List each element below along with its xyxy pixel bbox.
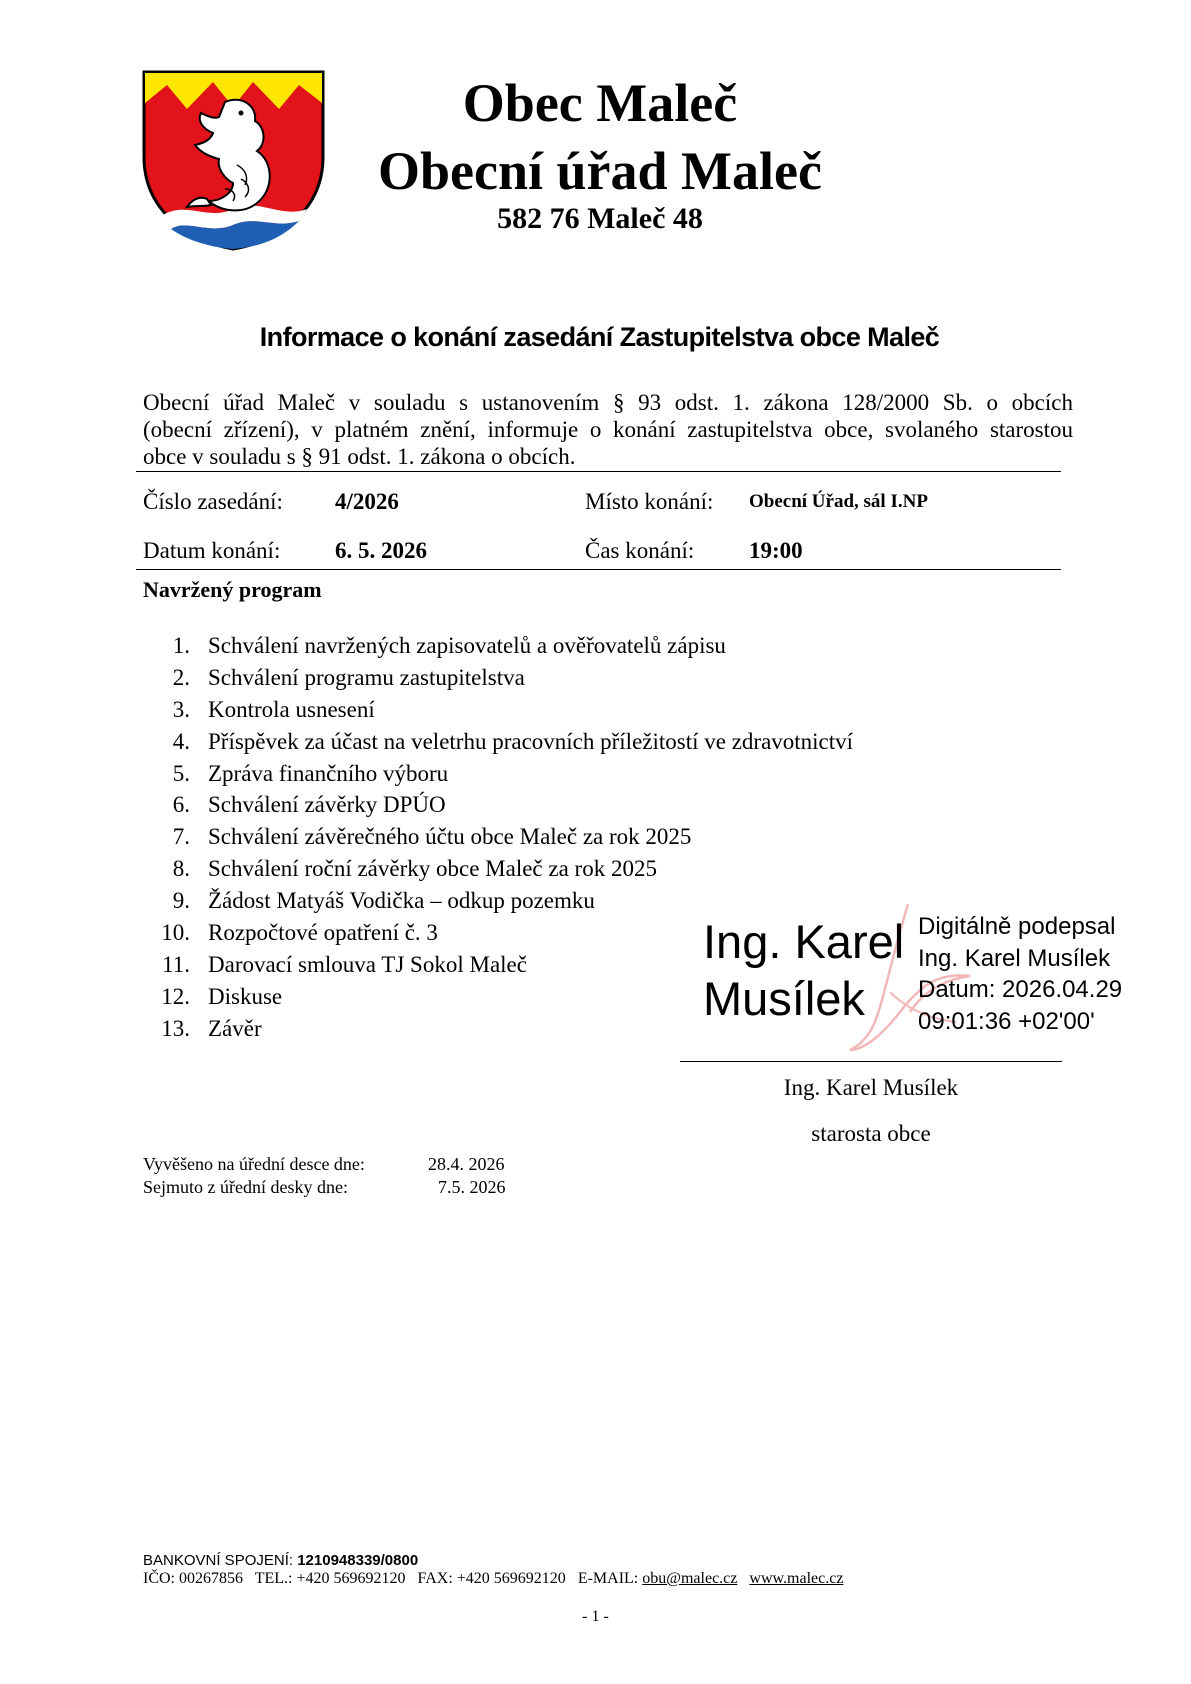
meeting-time-label: Čas konání: [585, 538, 695, 563]
intro-paragraph [143, 389, 1073, 470]
meeting-place-label: Místo konání: [585, 489, 714, 514]
meeting-date-value: 6. 5. 2026 [335, 538, 427, 563]
program-item-number: 13. [161, 1015, 190, 1041]
contact-details [143, 1570, 843, 1588]
meeting-number-value: 4/2026 [335, 489, 399, 514]
program-item-text: Diskuse [208, 983, 283, 1009]
program-item-text: Schválení závěrky DPÚO [208, 792, 446, 818]
bank-label: BANKOVNÍ SPOJENÍ: [143, 1552, 294, 1569]
program-item-text: Schválení roční závěrky obce Maleč za rok 2025 [208, 856, 657, 882]
signature-stamp-name [703, 913, 904, 1027]
program-item-number: 4. [172, 728, 190, 754]
signature-stamp-line: Musílek [703, 972, 865, 1025]
office-name: Obecní úřad Maleč [378, 141, 822, 201]
program-item-text: Schválení navržených zapisovatelů a ověřovatelů zápisu [208, 633, 726, 658]
program-item-text: Schválení programu zastupitelstva [208, 664, 525, 690]
fax: FAX: +420 569692120 [417, 1570, 566, 1587]
program-item-number: 5. [172, 760, 190, 786]
signature-info-line: 09:01:36 +02'00' [918, 1007, 1095, 1035]
signature-info-line: Digitálně podepsal [918, 913, 1116, 940]
program-item-text: Závěr [208, 1015, 262, 1041]
program-item-text: Příspěvek za účast na veletrhu pracovních příležitostí ve zdravotnictví [208, 728, 854, 754]
signature-rule [680, 1061, 1062, 1062]
signer-name: Ing. Karel Musílek [783, 1075, 959, 1100]
signature-info-line: Datum: 2026.04.29 [918, 976, 1123, 1003]
removed-value: 7.5. 2026 [438, 1177, 506, 1197]
program-item-number: 9. [172, 888, 190, 914]
bank-details [143, 1552, 418, 1569]
email-link[interactable]: obu@malec.cz [642, 1570, 738, 1587]
program-item-text: Kontrola usnesení [208, 696, 375, 722]
intro-line: Obecní úřad Maleč v souladu s ustanovením § 93 odst. 1. zákona 128/2000 Sb. o obcích [143, 390, 1073, 415]
program-item-number: 6. [172, 792, 190, 818]
posted-value: 28.4. 2026 [428, 1154, 505, 1174]
program-item-number: 1. [172, 633, 190, 658]
program-item-text: Žádost Matyáš Vodička – odkup pozemku [208, 888, 595, 914]
program-item-number: 8. [172, 856, 190, 882]
email-label: E-MAIL: [577, 1570, 639, 1587]
meeting-date-label: Datum konání: [143, 538, 281, 563]
posted-label: Vyvěšeno na úřední desce dne: [143, 1154, 365, 1174]
program-heading: Navržený program [143, 577, 322, 602]
intro-line: obce v souladu s § 91 odst. 1. zákona o obcích. [143, 444, 576, 469]
program-item-number: 10. [161, 920, 190, 946]
coat-of-arms [141, 69, 326, 252]
municipality-name: Obec Maleč [462, 73, 738, 133]
meeting-place-value: Obecní Úřad, sál I.NP [749, 491, 928, 512]
table-top-rule [136, 471, 1061, 472]
program-item-number: 7. [172, 824, 190, 850]
program-item-number: 12. [161, 983, 190, 1009]
notice-title: Informace o konání zasedání Zastupitelstva obce Maleč [259, 322, 940, 352]
intro-line: (obecní zřízení), v platném znění, informuje o konání zastupitelstva obce, svolaného starostou [143, 417, 1073, 442]
web-link[interactable]: www.malec.cz [749, 1570, 844, 1587]
page-number: - 1 - [582, 1608, 609, 1625]
signature-info-line: Ing. Karel Musílek [918, 944, 1111, 972]
phone: TEL.: +420 569692120 [254, 1570, 406, 1587]
meeting-time-value: 19:00 [749, 538, 803, 563]
program-item-text: Rozpočtové opatření č. 3 [208, 920, 438, 946]
table-bottom-rule [136, 569, 1061, 570]
signer-role: starosta obce [811, 1121, 931, 1146]
program-item-number: 11. [162, 951, 190, 977]
removed-label: Sejmuto z úřední desky dne: [143, 1177, 348, 1197]
ico: IČO: 00267856 [143, 1570, 243, 1587]
office-address: 582 76 Maleč 48 [497, 202, 703, 235]
program-item-text: Darovací smlouva TJ Sokol Maleč [208, 951, 527, 977]
bank-account: 1210948339/0800 [297, 1552, 419, 1569]
signature-stamp-line: Ing. Karel [703, 915, 905, 968]
program-item-text: Schválení závěrečného účtu obce Maleč za rok 2025 [208, 824, 692, 850]
program-item-text: Zpráva finančního výboru [208, 760, 449, 786]
signature-info [918, 911, 1122, 1037]
program-item-number: 2. [172, 664, 190, 690]
program-item-number: 3. [172, 696, 190, 722]
meeting-number-label: Číslo zasedání: [143, 489, 283, 514]
